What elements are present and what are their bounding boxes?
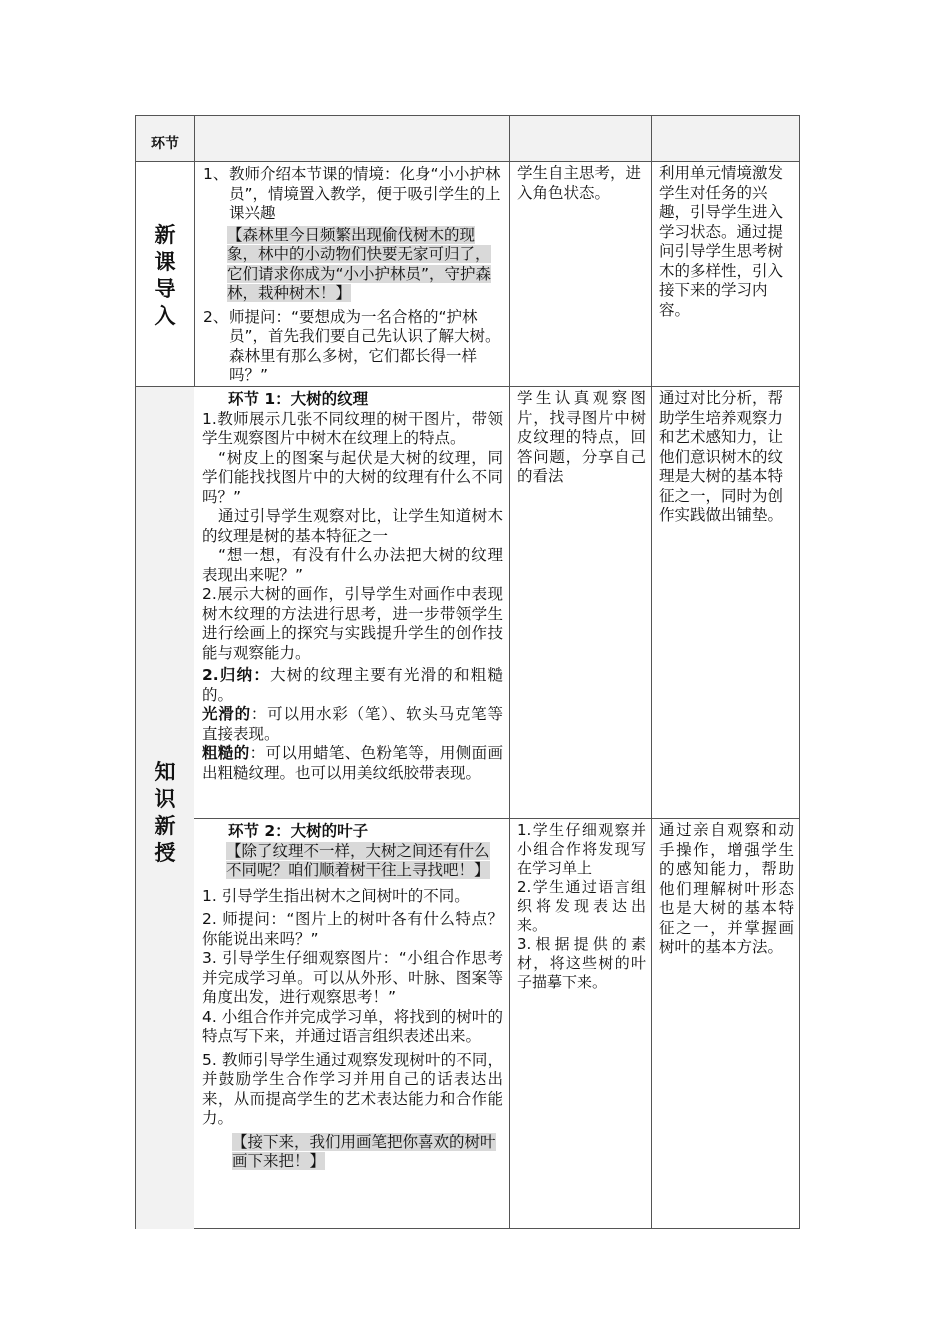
part1-p5: 2.展示大树的画作，引导学生对画作中表现树木纹理的方法进行思考，进一步带领学生进行绘画上的探究与实践提升学生的创作技能与观察能力。 [202, 585, 503, 662]
intro-purpose-text: 利用单元情境激发学生对任务的兴趣，引导学生进入学习状态。通过提问引导学生思考树木的多样性，引入接下来的学习内容。 [659, 164, 784, 319]
intro-item-1-text: 教师介绍本节课的情境：化身“小小护林员”，情境置入教学，便于吸引学生的上课兴趣 [229, 165, 501, 222]
part1-rough-label: 粗糙的 [202, 744, 250, 762]
part2-teacher-cell [194, 819, 509, 1229]
part2-row [194, 818, 799, 1229]
part1-p1: 1.教师展示几张不同纹理的树干图片，带领学生观察图片中树木在纹理上的特点。 [202, 409, 503, 447]
knowledge-stage-label [136, 759, 194, 867]
part2-step-1: 1. 引导学生指出树木之间树叶的不同。 [202, 886, 470, 905]
part1-smooth [202, 705, 503, 744]
intro-quote-wrap [203, 226, 503, 304]
header-cell-teacher [194, 116, 509, 161]
part1-title: 环节 1：大树的纹理 [228, 390, 369, 408]
part1-student-text: 学生认真观察图片，找寻图片中树皮纹理的特点，回答问题，分享自己的看法 [517, 389, 646, 485]
intro-row [136, 161, 799, 387]
header-stage-label: 环节 [151, 136, 179, 152]
part1-rough [202, 744, 503, 783]
part1-row [194, 386, 799, 819]
intro-teacher-cell [194, 162, 509, 387]
knowledge-stage-cell [136, 387, 194, 1229]
part1-student-cell [509, 387, 651, 819]
part1-p4: “想一想，有没有什么办法把大树的纹理表现出来呢？” [202, 546, 503, 584]
part2-quote1-wrap [202, 842, 503, 881]
intro-item-1-num: 1、 [203, 165, 229, 183]
intro-item-2 [203, 308, 503, 386]
part1-teacher-cell [194, 387, 509, 819]
lesson-plan-table [135, 115, 800, 1229]
part2-quote2-wrap [202, 1133, 503, 1172]
part2-step-3: 3. 引导学生仔细观察图片：“小组合作思考并完成学习单。可以从外形、叶脉、图案等角度出发，进行观察思考！” [202, 949, 503, 1006]
part2-quote2: 【接下来，我们用画笔把你喜欢的树叶画下来把！】 [232, 1132, 496, 1170]
part1-purpose-cell [651, 387, 799, 819]
part1-p2: “树皮上的图案与起伏是大树的纹理，同学们能找找图片中的大树的纹理有什么不同吗？” [202, 448, 503, 506]
part2-student-cell [509, 819, 651, 1229]
part1-rough-text: ：可以用蜡笔、色粉笔等，用侧面画出粗糙纹理。也可以用美纹纸胶带表现。 [202, 744, 503, 782]
intro-student-cell [509, 162, 651, 387]
header-cell-stage [136, 116, 194, 161]
intro-stage-text: 新课导入 [154, 223, 176, 328]
intro-purpose-cell [651, 162, 799, 387]
part2-step-5: 5. 教师引导学生通过观察发现树叶的不同，并鼓励学生合作学习并用自己的话表达出来，从而提高学生的艺术表达能力和合作能力。 [202, 1050, 503, 1127]
part1-summary-label: 2.归纳： [202, 666, 271, 684]
knowledge-stage-text: 知识新授 [154, 760, 176, 865]
part2-purpose-text: 通过亲自观察和动手操作，增强学生的感知能力，帮助他们理解树叶形态也是大树的基本特征之一，并掌握画树叶的基本方法。 [659, 821, 794, 956]
part2-student-2: 2.学生通过语言组织将发现表达出来。 [517, 878, 646, 934]
part1-p3: 通过引导学生观察对比，让学生知道树木的纹理是树的基本特征之一 [202, 507, 503, 545]
part1-summary-text: 大树的纹理主要有光滑的和粗糙的。 [202, 666, 503, 704]
header-row [136, 116, 799, 161]
part2-quote1: 【除了纹理不一样，大树之间还有什么不同呢？咱们顺着树干往上寻找吧！】 [226, 841, 490, 879]
intro-item-2-text: 师提问：“要想成为一名合格的“护林员”，首先我们要自己先认识了解大树。森林里有那么多树，它们都长得一样吗？” [229, 307, 501, 384]
part2-student-3: 3.根据提供的素材，将这些树的叶子描摹下来。 [517, 935, 646, 991]
part2-step-2: 2. 师提问：“图片上的树叶各有什么特点？你能说出来吗？” [202, 910, 503, 948]
part2-purpose-cell [651, 819, 799, 1229]
part1-smooth-text: ：可以用水彩（笔）、软头马克笔等直接表现。 [202, 705, 503, 743]
part1-purpose-text: 通过对比分析，帮助学生培养观察力和艺术感知力，让他们意识树木的纹理是大树的基本特征之一，同时为创作实践做出铺垫。 [659, 389, 784, 524]
intro-quote: 【森林里今日频繁出现偷伐树木的现象，林中的小动物们快要无家可归了，它们请求你成为“小小护林员”，守护森林，栽种树木！】 [227, 225, 492, 302]
header-cell-student [509, 116, 651, 161]
part1-summary [202, 666, 503, 705]
intro-student-text: 学生自主思考，进入角色状态。 [517, 164, 642, 202]
part2-title: 环节 2：大树的叶子 [228, 822, 369, 840]
intro-stage-label [136, 222, 194, 330]
knowledge-stage-row [136, 386, 194, 1229]
intro-item-2-num: 2、 [203, 307, 229, 326]
part1-smooth-label: 光滑的 [202, 705, 251, 723]
part2-step-4: 4. 小组合作并完成学习单，将找到的树叶的特点写下来，并通过语言组织表述出来。 [202, 1007, 503, 1045]
intro-item-1 [203, 165, 503, 224]
intro-stage-cell [136, 162, 194, 387]
part2-student-1: 1.学生仔细观察并小组合作将发现写在学习单上 [517, 821, 646, 877]
header-cell-purpose [651, 116, 799, 161]
